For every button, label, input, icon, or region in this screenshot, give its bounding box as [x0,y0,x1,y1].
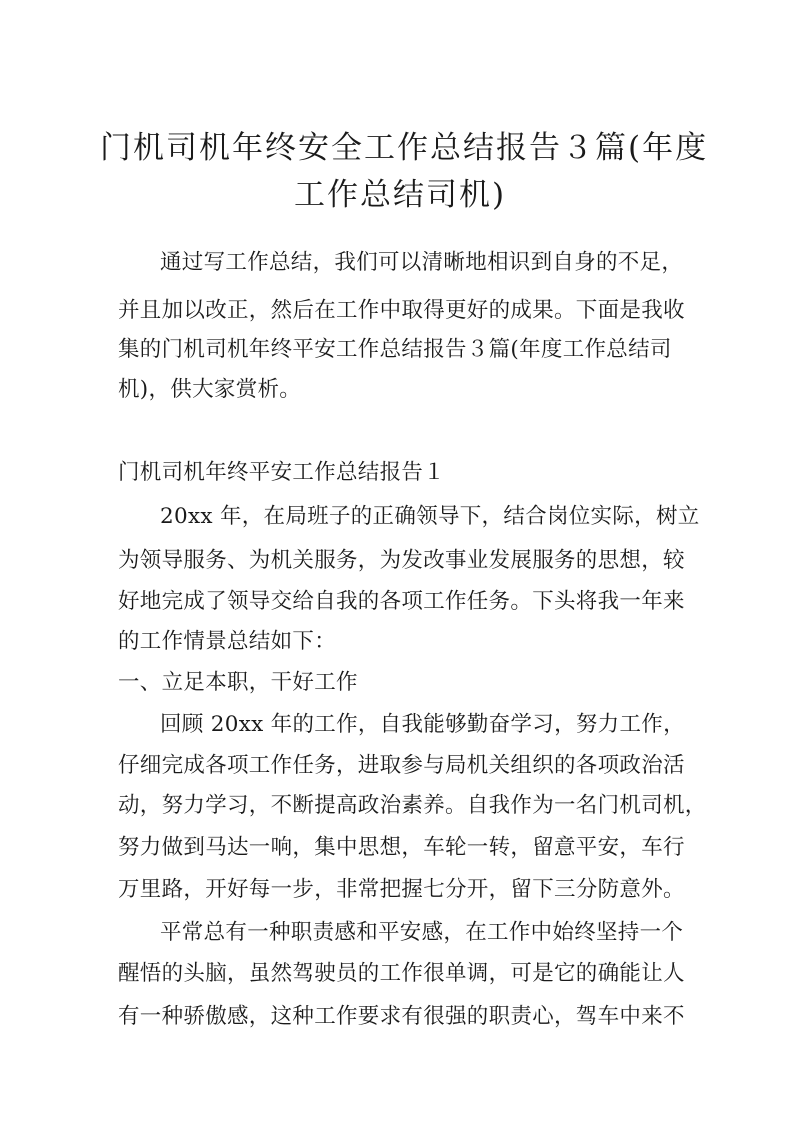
para3-line-2: 醒悟的头脑，虽然驾驶员的工作很单调，可是它的确能让人 [118,961,685,986]
intro-line-1: 通过写工作总结，我们可以清晰地相识到自身的不足， [160,250,684,275]
intro-line-2: 并且加以改正，然后在工作中取得更好的成果。下面是我收 [118,298,685,323]
intro-line-4: 机)，供大家赏析。 [118,377,302,402]
para1-line-1: 20xx 年，在局班子的正确领导下，结合岗位实际，树立 [160,504,700,529]
intro-line-3: 集的门机司机年终平安工作总结报告３篇(年度工作总结司 [118,337,672,362]
document-title-line-2: 工作总结司机) [293,177,507,213]
para2-line-4: 努力做到马达一响，集中思想，车轮一转，留意平安，车行 [118,835,685,860]
para2-line-5: 万里路，开好每一步，非常把握七分开，留下三分防意外。 [118,877,685,902]
para1-line-2: 为领导服务、为机关服务，为发改事业发展服务的思想，较 [118,548,685,573]
section-title: 门机司机年终平安工作总结报告１ [118,460,446,485]
para3-line-1: 平常总有一种职责感和平安感，在工作中始终坚持一个 [160,920,684,945]
para2-line-2: 仔细完成各项工作任务，进取参与局机关组织的各项政治活 [118,753,685,778]
para2-line-1: 回顾 20xx 年的工作，自我能够勤奋学习，努力工作， [160,712,685,737]
para1-line-3: 好地完成了领导交给自我的各项工作任务。下头将我一年来 [118,589,685,614]
para1-line-4: 的工作情景总结如下： [118,629,337,654]
document-title-line-1: 门机司机年终安全工作总结报告３篇(年度 [100,130,709,166]
para2-line-3: 动，努力学习，不断提高政治素养。自我作为一名门机司机， [118,793,707,818]
heading-1: 一、立足本职，干好工作 [118,670,358,695]
para3-line-3: 有一种骄傲感，这种工作要求有很强的职责心，驾车中来不 [118,1004,685,1029]
